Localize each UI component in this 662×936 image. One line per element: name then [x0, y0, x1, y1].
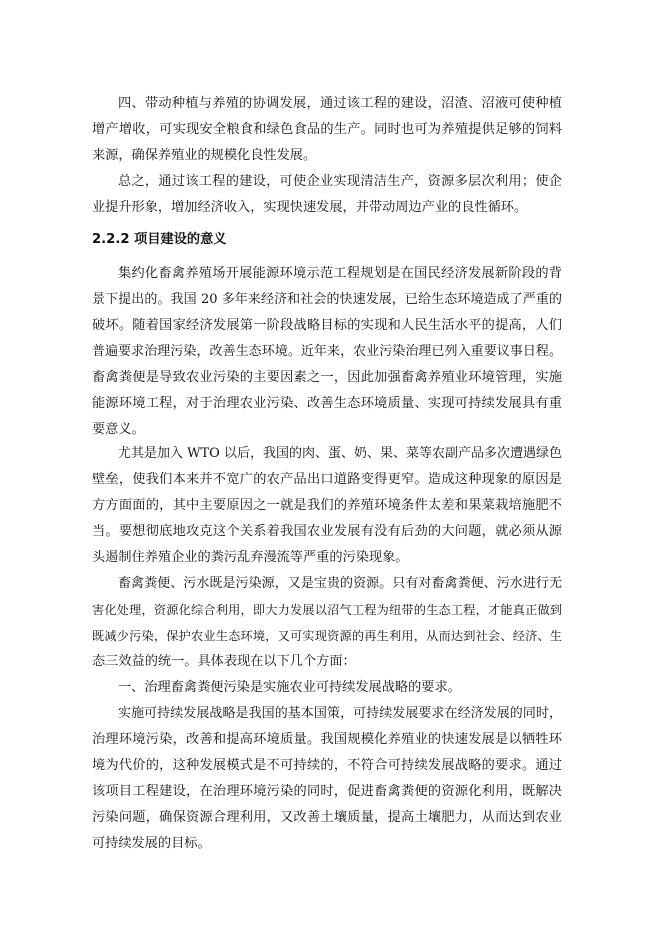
paragraph-line: 态三效益的统一。具体表现在以下几个方面： [92, 654, 356, 669]
paragraph-line: 该项目工程建设，在治理环境污染的同时，促进畜禽粪便的资源化利用，既解决 [92, 784, 562, 799]
paragraph-line: 要意义。 [92, 422, 145, 437]
paragraph-line: 能源环境工程，对于治理农业污染、改善生态环境质量、实现可持续发展具有重 [92, 396, 562, 411]
paragraph-line: 景下提出的。我国 20 多年来经济和社会的快速发展，已给生态环境造成了严重的 [92, 292, 562, 307]
paragraph-line: 污染问题，确保资源合理利用，又改善土壤质量，提高土壤肥力，从而达到农业 [92, 810, 562, 825]
paragraph-line: 增产增收，可实现安全粮食和绿色食品的生产。同时也可为养殖提供足够的饲料 [92, 122, 562, 137]
section-heading: 2.2.2 项目建设的意义 [92, 232, 227, 247]
paragraph-line: 头遏制住养殖企业的粪污乱弃漫流等严重的污染现象。 [92, 550, 409, 565]
paragraph-line: 集约化畜禽养殖场开展能源环境示范工程规划是在国民经济发展新阶段的背 [118, 266, 562, 281]
paragraph-line: 可持续发展的目标。 [92, 836, 211, 851]
paragraph-line: 总之，通过该工程的建设，可使企业实现清洁生产，资源多层次利用；使企 [118, 174, 562, 189]
paragraph-line: 一、治理畜禽粪便污染是实施农业可持续发展战略的要求。 [118, 680, 461, 695]
paragraph-line: 业提升形象，增加经济收入，实现快速发展，并带动周边产业的良性循环。 [92, 200, 528, 215]
paragraph-line: 境为代价的，这种发展模式是不可持续的，不符合可持续发展战略的要求。通过 [92, 758, 562, 773]
paragraph-line: 方方面面的，其中主要原因之一就是我们的养殖环境条件太差和果菜栽培施肥不 [92, 498, 562, 513]
paragraph-line: 壁垒，使我们本来并不宽广的农产品出口道路变得更窄。造成这种现象的原因是 [92, 472, 562, 487]
paragraph-line: 畜禽粪便是导致农业污染的主要因素之一，因此加强畜禽养殖业环境管理，实施 [92, 370, 562, 385]
paragraph-line: 来源，确保养殖业的规模化良性发展。 [92, 148, 317, 163]
paragraph-line: 实施可持续发展战略是我国的基本国策，可持续发展要求在经济发展的同时， [118, 706, 562, 721]
paragraph-line: 治理环境污染，改善和提高环境质量。我国规模化养殖业的快速发展是以牺牲环 [92, 732, 562, 747]
paragraph-line: 既减少污染，保护农业生态环境，又可实现资源的再生利用，从而达到社会、经济、生 [92, 629, 562, 643]
paragraph-line: 畜禽粪便、污水既是污染源，又是宝贵的资源。只有对畜禽粪便、污水进行无 [118, 576, 562, 591]
paragraph-line: 当。要想彻底地攻克这个关系着我国农业发展有没有后劲的大问题，就必须从源 [92, 524, 562, 539]
paragraph-line: 尤其是加入 WTO 以后，我国的肉、蛋、奶、果、菜等农副产品多次遭遇绿色 [118, 446, 562, 461]
paragraph-line: 普遍要求治理污染，改善生态环境。近年来，农业污染治理已列入重要议事日程。 [92, 344, 562, 359]
paragraph-line: 害化处理，资源化综合利用，即大力发展以沼气工程为纽带的生态工程，才能真正做到 [92, 603, 562, 617]
paragraph-line: 破坏。随着国家经济发展第一阶段战略目标的实现和人民生活水平的提高，人们 [92, 318, 562, 333]
paragraph-line: 四、带动种植与养殖的协调发展，通过该工程的建设，沼渣、沼液可使种植 [118, 96, 562, 111]
